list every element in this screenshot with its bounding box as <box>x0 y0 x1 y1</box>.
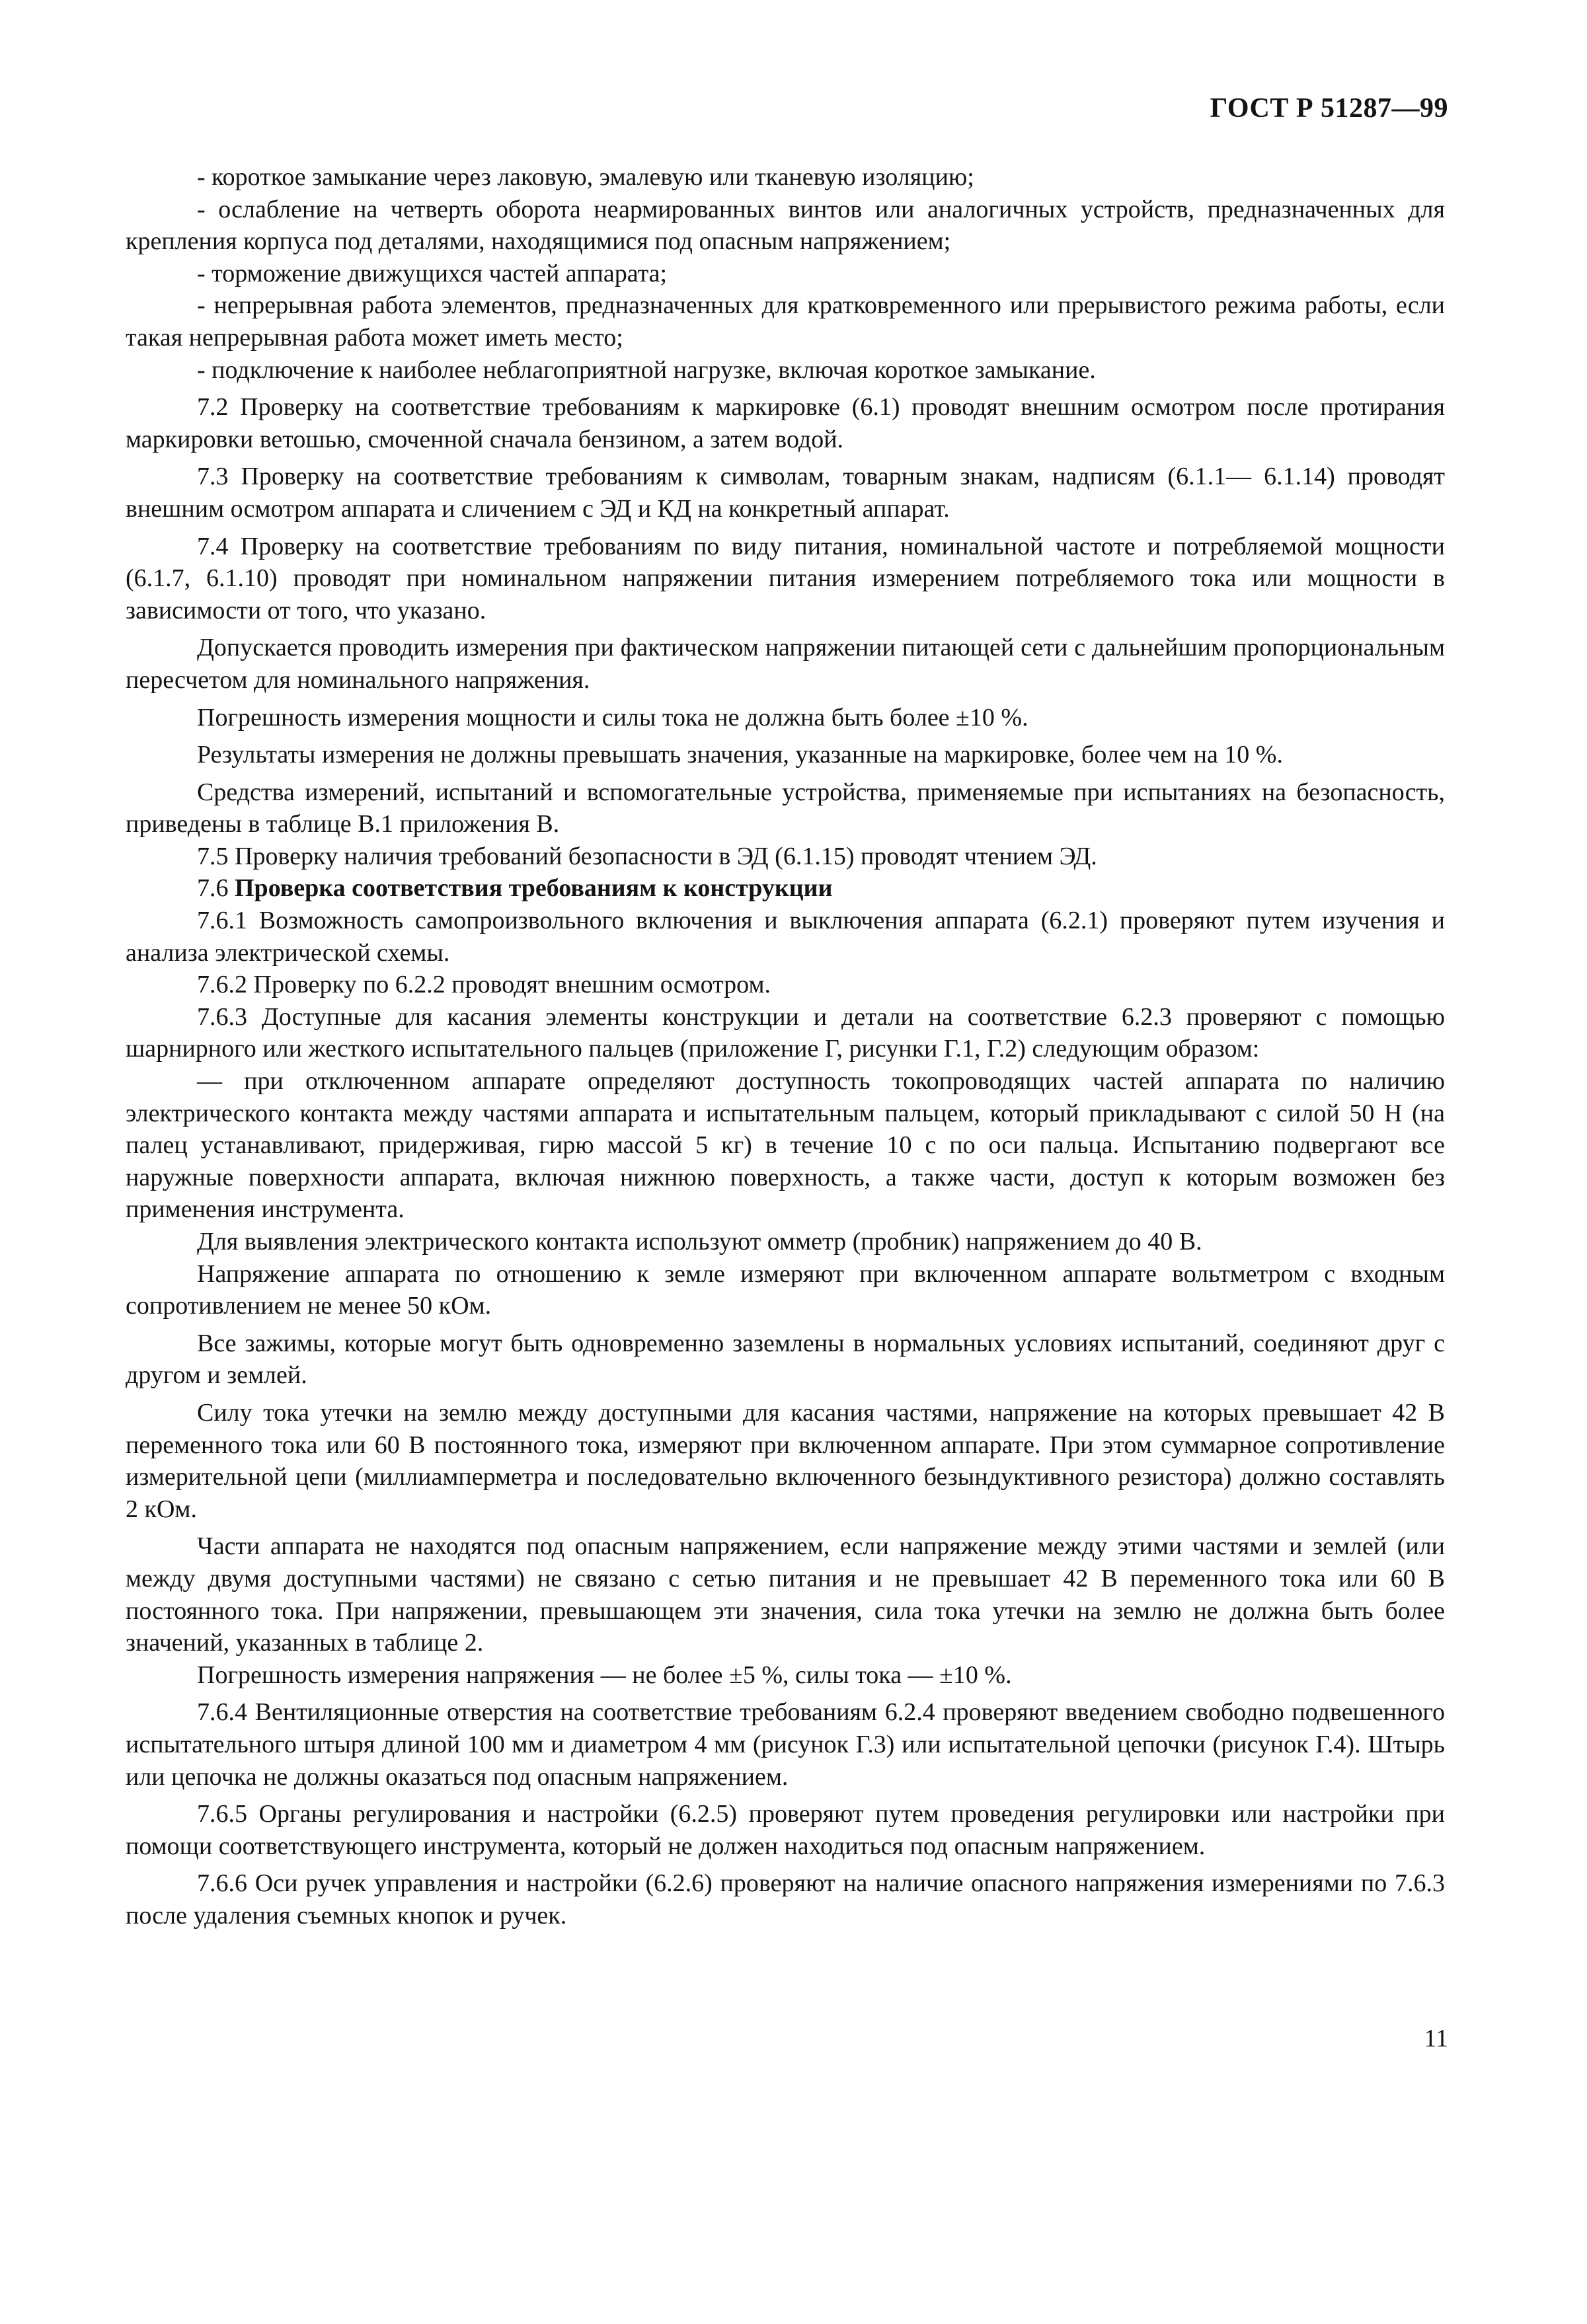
paragraph: 7.6.5 Органы регулирования и настройки (6.2.5) проверяют путем проведения регулировки или настройки при помощи соответствующего инструмента, который не должен находиться под опасным напряжением. <box>126 1800 1445 1860</box>
page-number: 11 <box>1424 2025 1448 2052</box>
section-heading <box>126 872 1445 905</box>
paragraph: Для выявления электрического контакта используют омметр (пробник) напряжением до 40 В. <box>197 1228 1202 1256</box>
paragraph: — при отключенном аппарате определяют доступность токопроводящих частей аппарата по наличию электрического контакта между частями аппарата и испытательным пальцем, который прикладывают с силой 50 Н (на палец устанавливают, придерживая, гирю массой 5 кг) в течение 10 с по оси пальца. Испытанию подвергают все наружные поверхности аппарата, включая нижнюю поверхность, а также части, доступ к которым возможен без применения инструмента. <box>126 1067 1445 1224</box>
paragraph: Части аппарата не находятся под опасным напряжением, если напряжение между этими частями и землей (или между двумя доступными частями) не связано с сетью питания и не превышает 42 В переменного тока или 60 В постоянного тока. При напряжении, превышающем эти значения, сила тока утечки на землю не должна быть более значений, указанных в таблице 2. <box>126 1532 1445 1657</box>
paragraph: Погрешность измерения мощности и силы тока не должна быть более ±10 %. <box>197 703 1028 731</box>
paragraph: - торможение движущихся частей аппарата; <box>197 259 668 287</box>
paragraph: Погрешность измерения напряжения — не более ±5 %, силы тока — ±10 %. <box>197 1661 1012 1689</box>
paragraph: Средства измерений, испытаний и вспомогательные устройства, применяемые при испытаниях на безопасность, приведены в таблице В.1 приложения В. <box>126 778 1445 839</box>
paragraph: - непрерывная работа элементов, предназначенных для кратковременного или прерывистого режима работы, если такая непрерывная работа может иметь место; <box>126 291 1445 352</box>
section-number: 7.6 <box>197 874 229 903</box>
paragraph: Все зажимы, которые могут быть одновременно заземлены в нормальных условиях испытаний, соединяют друг с другом и землей. <box>126 1329 1445 1390</box>
paragraph: Напряжение аппарата по отношению к земле измеряют при включенном аппарате вольтметром с входным сопротивлением не менее 50 кОм. <box>126 1259 1445 1320</box>
paragraph: - ослабление на четверть оборота неармированных винтов или аналогичных устройств, предназначенных для крепления корпуса под деталями, находящимися под опасным напряжением; <box>126 195 1445 256</box>
paragraph: 7.6.4 Вентиляционные отверстия на соответствие требованиям 6.2.4 проверяют введением свободно подвешенного испытательного штыря длиной 100 мм и диаметром 4 мм (рисунок Г.3) или испытательной цепочки (рисунок Г.4). Штырь или цепочка не должны оказаться под опасным напряжением. <box>126 1698 1445 1791</box>
paragraph: Результаты измерения не должны превышать значения, указанные на маркировке, более чем на 10 %. <box>197 741 1283 769</box>
paragraph: Допускается проводить измерения при фактическом напряжении питающей сети с дальнейшим пропорциональным пересчетом для номинального напряжения. <box>126 634 1445 694</box>
paragraph: - подключение к наиболее неблагоприятной нагрузке, включая короткое замыкание. <box>197 356 1096 384</box>
paragraph: Силу тока утечки на землю между доступными для касания частями, напряжение на которых превышает 42 В переменного тока или 60 В постоянного тока, измеряют при включенном аппарате. При этом суммарное сопротивление измерительной цепи (миллиамперметра и последовательно включенного безындуктивного резистора) должно составлять 2 кОм. <box>126 1398 1445 1523</box>
document-code: ГОСТ Р 51287—99 <box>1210 93 1448 124</box>
paragraph: 7.6.6 Оси ручек управления и настройки (6.2.6) проверяют на наличие опасного напряжения измерениями по 7.6.3 после удаления съемных кнопок и ручек. <box>126 1869 1445 1930</box>
paragraph: - короткое замыкание через лаковую, эмалевую или тканевую изоляцию; <box>197 163 974 191</box>
paragraph: 7.6.2 Проверку по 6.2.2 проводят внешним осмотром. <box>197 971 771 999</box>
paragraph: 7.5 Проверку наличия требований безопасности в ЭД (6.1.15) проводят чтением ЭД. <box>197 842 1097 870</box>
paragraph: 7.6.1 Возможность самопроизвольного включения и выключения аппарата (6.2.1) проверяют путем изучения и анализа электрической схемы. <box>126 907 1445 967</box>
paragraph: 7.6.3 Доступные для касания элементы конструкции и детали на соответствие 6.2.3 проверяют с помощью шарнирного или жесткого испытательного пальцев (приложение Г, рисунки Г.1, Г.2) следующим образом: <box>126 1002 1445 1063</box>
document-body <box>126 161 1445 1931</box>
section-title: Проверка соответствия требованиям к конструкции <box>235 874 833 903</box>
paragraph: 7.3 Проверку на соответствие требованиям к символам, товарным знакам, надписям (6.1.1— 6.1.14) проводят внешним осмотром аппарата и сличением с ЭД и КД на конкретный аппарат. <box>126 463 1445 523</box>
paragraph: 7.4 Проверку на соответствие требованиям по виду питания, номинальной частоте и потребляемой мощности (6.1.7, 6.1.10) проводят при номинальном напряжении питания измерением потребляемого тока или мощности в зависимости от того, что указано. <box>126 532 1445 624</box>
paragraph: 7.2 Проверку на соответствие требованиям к маркировке (6.1) проводят внешним осмотром после протирания маркировки ветошью, смоченной сначала бензином, а затем водой. <box>126 393 1445 453</box>
